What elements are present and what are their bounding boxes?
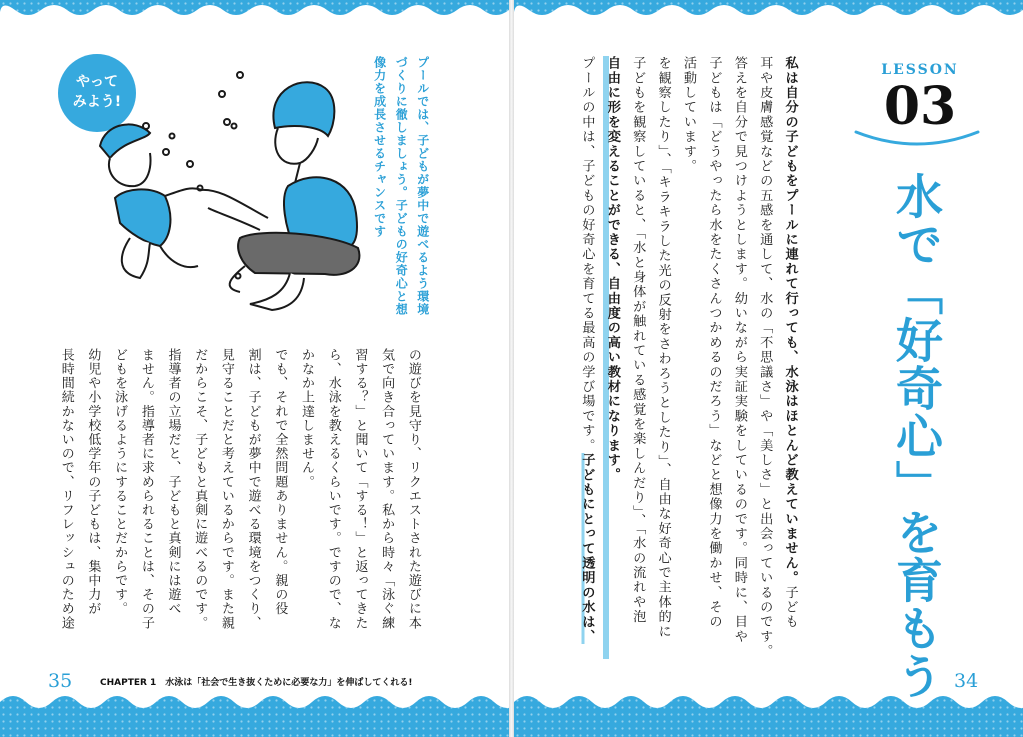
highlighted-phrase: 子どもにとって透明の水は、 xyxy=(579,452,595,645)
left-page-number: 35 xyxy=(48,670,73,692)
swimming-parent-child-illustration xyxy=(90,68,390,318)
wave-top-decoration xyxy=(0,0,509,20)
wave-bottom-decoration xyxy=(0,690,509,737)
badge-line-2: みよう! xyxy=(72,94,122,110)
wave-bottom-decoration xyxy=(514,690,1023,737)
lesson-label: LESSON xyxy=(881,62,959,78)
lesson-underline-swoosh xyxy=(852,126,982,152)
right-body-text: 私は自分の子どもをプールに連れて行っても、水泳はほとんど教えていません。子ども 耳や皮膚感覚などの五感を通して、水の「不思議さ」や「美しさ」と出会っているのです。 答えを自分で見つけようとします。幼いながら実証実験をしているのです。同時に、目や 子どもは「どうやったら水をたくさんつかめるのだろう」などと想像力を働かせ、その 活動しています。 を観察したり」、「キラキラした光の反射をさわろうとしたり」、自由な好奇心で主体的に 子どもを観察していると、「水と身体が触れている感覚を楽しんだり」、「水の流れや泡 自由に形を変えることができる、自由度の高い教材になります。 プールの中は、子どもの好奇心を育てる最高の学び場です。子どもにとって透明の水は、 xyxy=(574,56,803,659)
running-header: CHAPTER 1 水泳は「社会で生き抜くために必要な力」を伸ばしてくれる! xyxy=(100,678,413,688)
illustration-caption: プールでは、子どもが夢中で遊べるよう環境 づくりに徹しましょう。子どもの好奇心と想 像力を成長させるチャンスです xyxy=(372,56,430,316)
right-page xyxy=(514,0,1023,737)
lesson-title: 水で「好奇心」を育もう xyxy=(888,172,943,700)
paragraph-line: 私は自分の子どもをプールに連れて行っても、水泳はほとんど教えていません。子ども xyxy=(782,56,798,630)
right-page-number: 34 xyxy=(954,670,979,692)
highlighted-line: 自由に形を変えることができる、自由度の高い教材になります。 xyxy=(599,56,624,659)
paragraph-line: プールの中は、子どもの好奇心を育てる最高の学び場です。子どもにとって透明の水は、 xyxy=(579,56,595,645)
wave-top-decoration xyxy=(514,0,1023,20)
left-page xyxy=(0,0,509,737)
badge-line-1: やって xyxy=(76,74,118,90)
left-body-text: の遊びを見守り、リクエストされた遊びに本 気で向き合っています。私から時々「泳ぐ練 習する？」と聞いて「する！」と返ってきた ら、水泳を教えるくらいです。ですので、な かなか上達しません。 でも、それで全然問題ありません。親の役 割は、子どもが夢中で遊べる環境をつくり、 見守ることだと考えているからです。また親 だからこそ、子どもと真剣に遊べるのです。 指導者の立場だと、子どもと真剣には遊べ ません。指導者に求められることは、その子 どもを泳げるようにすることだからです。 幼児や小学校低学年の子どもは、集中力が 長時間続かないので、リフレッシュのため途 xyxy=(58,348,421,630)
lesson-number: 03 xyxy=(883,76,957,137)
